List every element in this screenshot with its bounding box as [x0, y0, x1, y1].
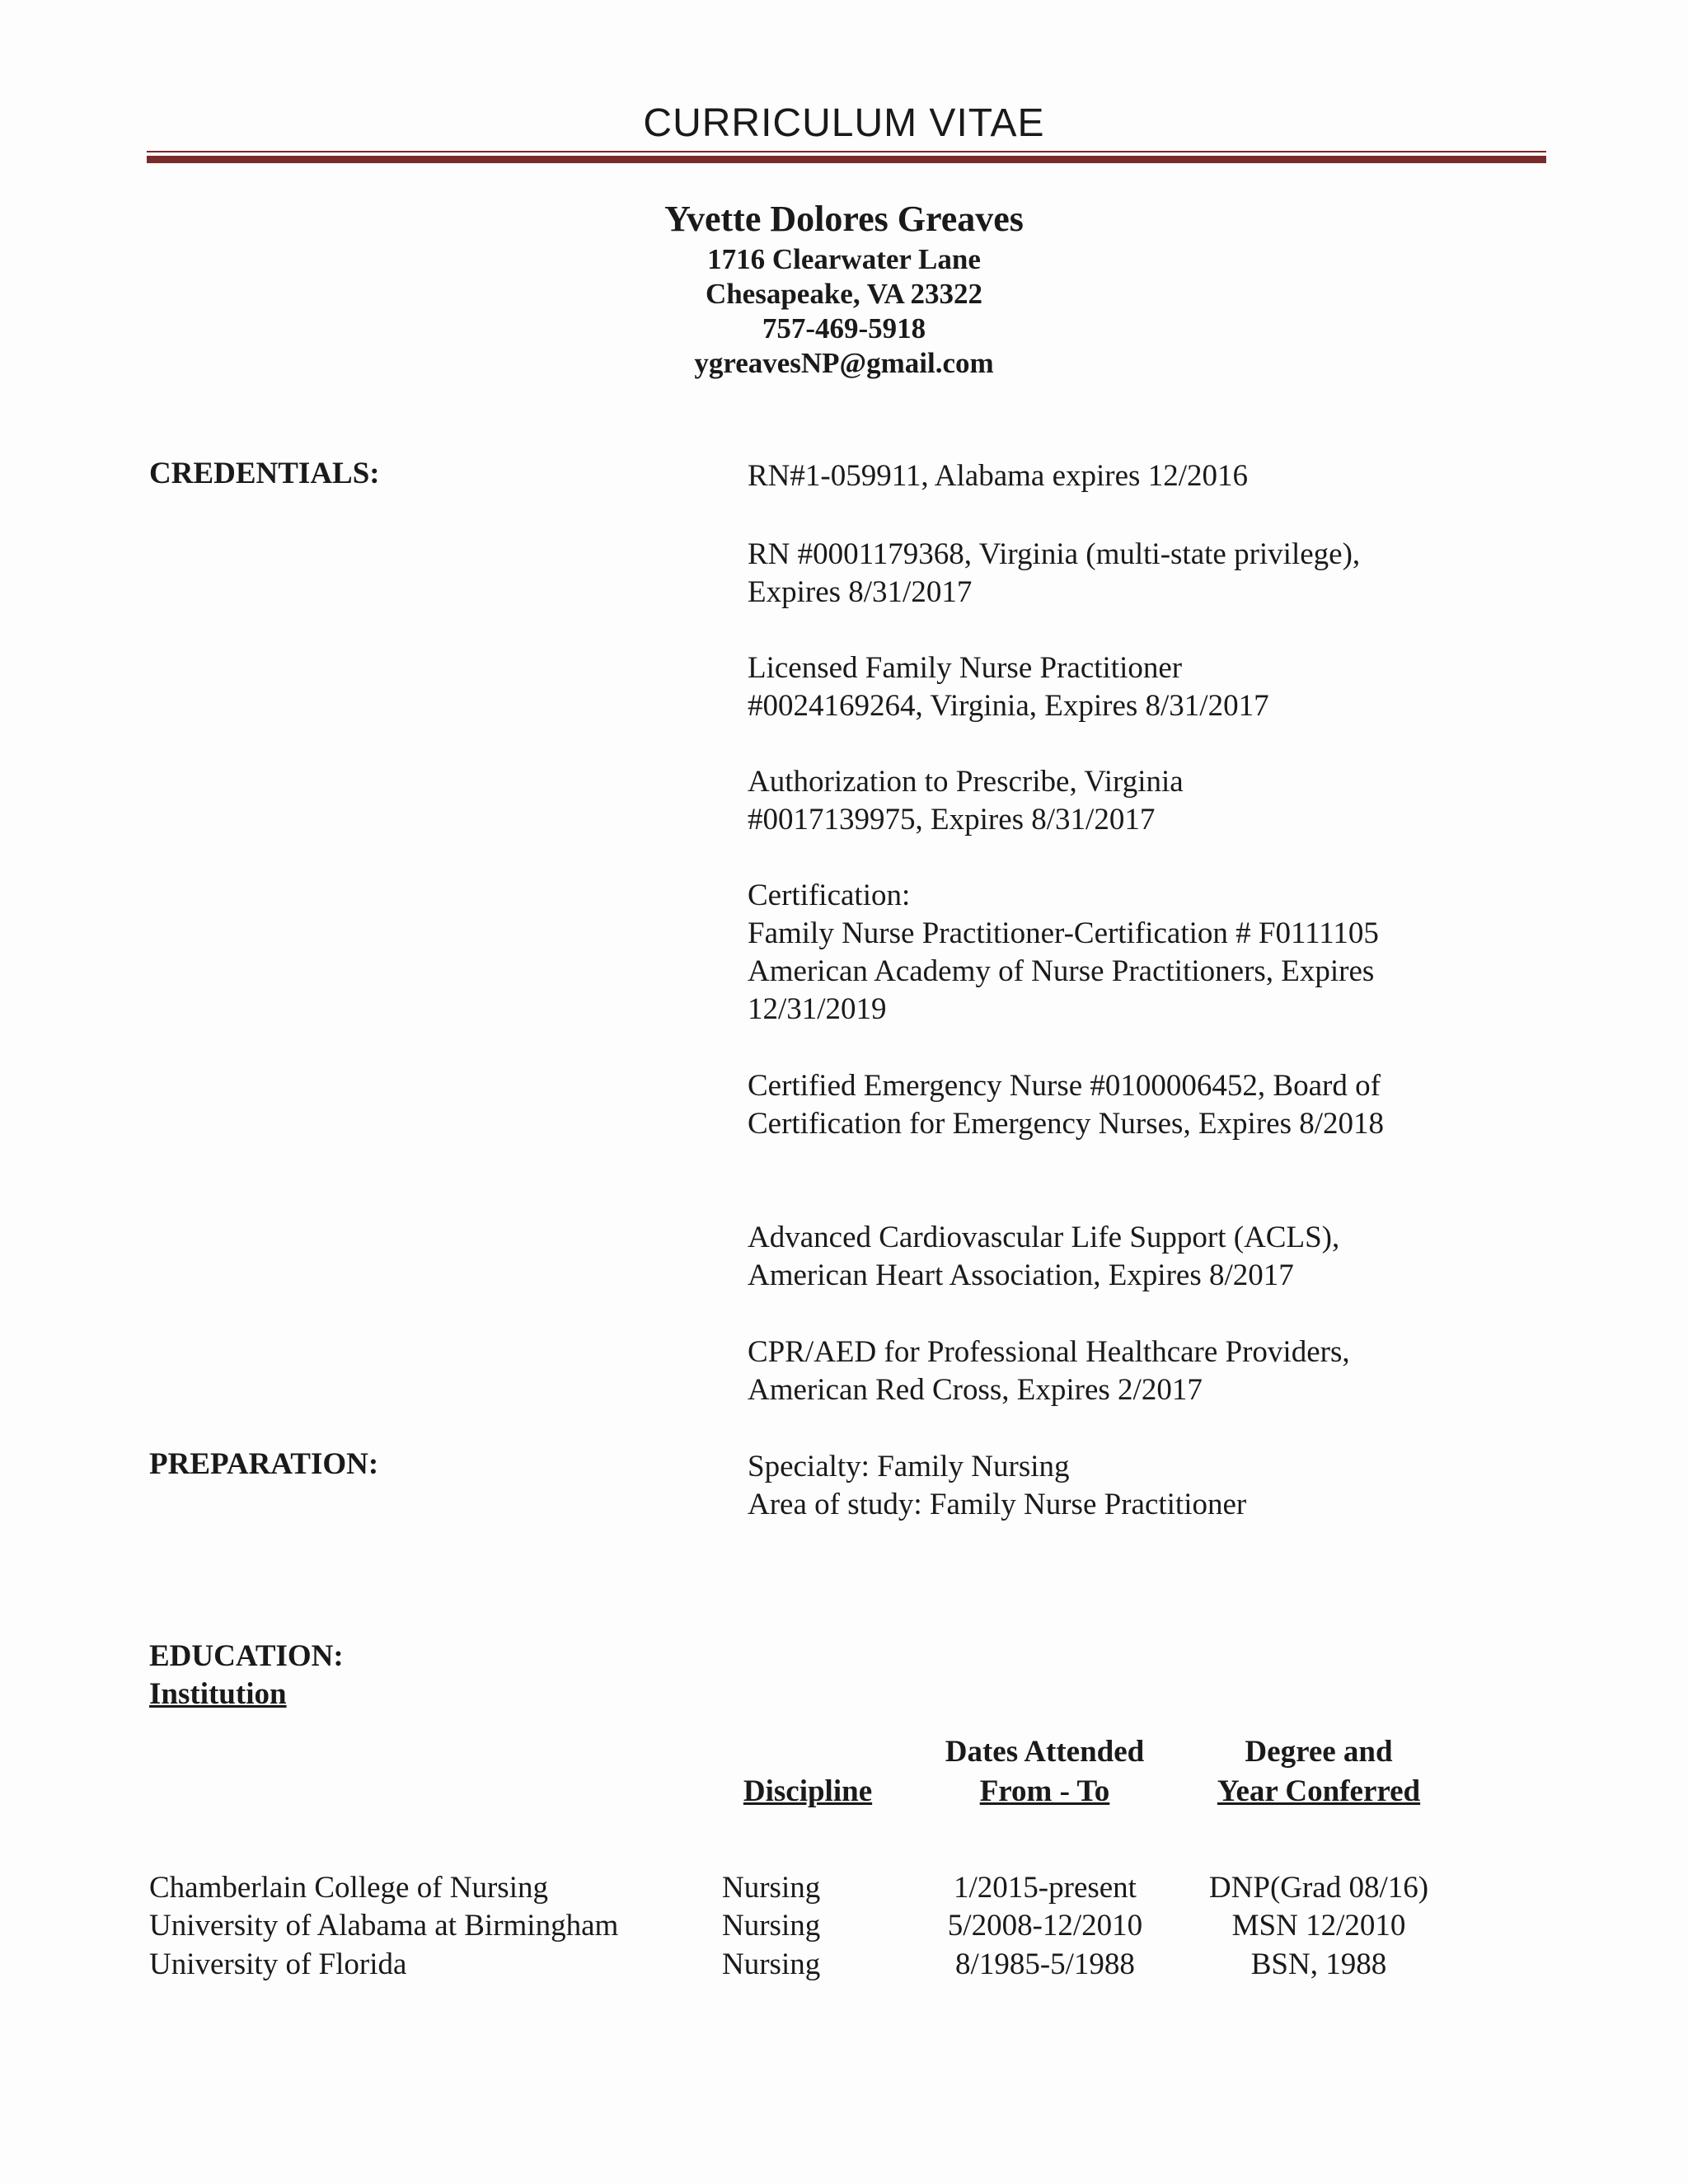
- institution-cell: University of Alabama at Birmingham: [149, 1909, 619, 1943]
- credential-entry: [748, 1219, 1473, 1295]
- credential-line: American Red Cross, Expires 2/2017: [748, 1373, 1203, 1407]
- credential-line: 12/31/2019: [748, 992, 887, 1026]
- credential-line: Advanced Cardiovascular Life Support (ACLS),: [748, 1221, 1340, 1254]
- credential-entry: [748, 649, 1473, 725]
- credential-line: #0017139975, Expires 8/31/2017: [748, 803, 1156, 837]
- discipline-column-header: Discipline: [743, 1774, 873, 1808]
- credential-line: Authorization to Prescribe, Virginia: [748, 765, 1184, 799]
- credential-line: Certification:: [748, 879, 911, 912]
- credential-line: Licensed Family Nurse Practitioner: [748, 651, 1183, 685]
- institution-column-header: Institution: [149, 1677, 287, 1711]
- person-name: Yvette Dolores Greaves: [664, 199, 1024, 239]
- preparation-entry: [748, 1448, 1473, 1524]
- title-rule-thick: [147, 156, 1546, 163]
- page-title: CURRICULUM VITAE: [643, 101, 1045, 145]
- credential-line: American Academy of Nurse Practitioners, Expires: [748, 954, 1375, 988]
- credential-entry: [748, 877, 1473, 1029]
- title-rule-thin: [147, 151, 1546, 152]
- education-label: EDUCATION:: [149, 1639, 344, 1673]
- credential-entry: [748, 536, 1473, 612]
- discipline-cell: Nursing: [722, 1947, 821, 1981]
- credential-line: #0024169264, Virginia, Expires 8/31/2017: [748, 689, 1269, 723]
- credential-line: Family Nurse Practitioner-Certification # F0111105: [748, 916, 1379, 950]
- credential-line: American Heart Association, Expires 8/2017: [748, 1258, 1294, 1292]
- phone-number: 757-469-5918: [762, 312, 926, 344]
- degree-column-header: Degree and Year Conferred: [1217, 1735, 1421, 1808]
- dates-column-header: Dates Attended From - To: [945, 1735, 1145, 1808]
- credential-line: CPR/AED for Professional Healthcare Providers,: [748, 1335, 1350, 1369]
- education-row: [0, 1946, 1688, 1984]
- credential-line: RN #0001179368, Virginia (multi-state privilege),: [748, 537, 1361, 571]
- credential-entry: [748, 1333, 1473, 1409]
- degree-cell: DNP(Grad 08/16): [1208, 1871, 1429, 1905]
- institution-cell: University of Florida: [149, 1947, 407, 1981]
- credential-entry: [748, 457, 1473, 495]
- dates-cell: 8/1985-5/1988: [955, 1947, 1135, 1981]
- preparation-label: PREPARATION:: [149, 1447, 379, 1481]
- credential-line: Expires 8/31/2017: [748, 575, 973, 609]
- degree-cell: MSN 12/2010: [1231, 1909, 1406, 1943]
- dates-cell: 1/2015-present: [954, 1871, 1137, 1905]
- preparation-line: Specialty: Family Nursing: [748, 1450, 1070, 1483]
- street-address: 1716 Clearwater Lane: [707, 243, 981, 275]
- degree-cell: BSN, 1988: [1250, 1947, 1387, 1981]
- preparation-line: Area of study: Family Nurse Practitioner: [748, 1488, 1247, 1521]
- credential-entry: [748, 763, 1473, 839]
- dates-cell: 5/2008-12/2010: [947, 1909, 1143, 1943]
- email-address: ygreavesNP@gmail.com: [694, 347, 994, 379]
- credentials-label: CREDENTIALS:: [149, 457, 380, 490]
- credential-line: Certification for Emergency Nurses, Expires 8/2018: [748, 1107, 1384, 1141]
- contact-header: [0, 196, 1688, 381]
- discipline-cell: Nursing: [722, 1909, 821, 1943]
- credential-line: RN#1-059911, Alabama expires 12/2016: [748, 459, 1248, 493]
- institution-cell: Chamberlain College of Nursing: [149, 1871, 548, 1905]
- education-row: [0, 1869, 1688, 1907]
- city-state-zip: Chesapeake, VA 23322: [705, 278, 983, 310]
- credential-line: Certified Emergency Nurse #0100006452, Board of: [748, 1069, 1381, 1103]
- education-row: [0, 1907, 1688, 1945]
- credential-entry: [748, 1067, 1473, 1143]
- discipline-cell: Nursing: [722, 1871, 821, 1905]
